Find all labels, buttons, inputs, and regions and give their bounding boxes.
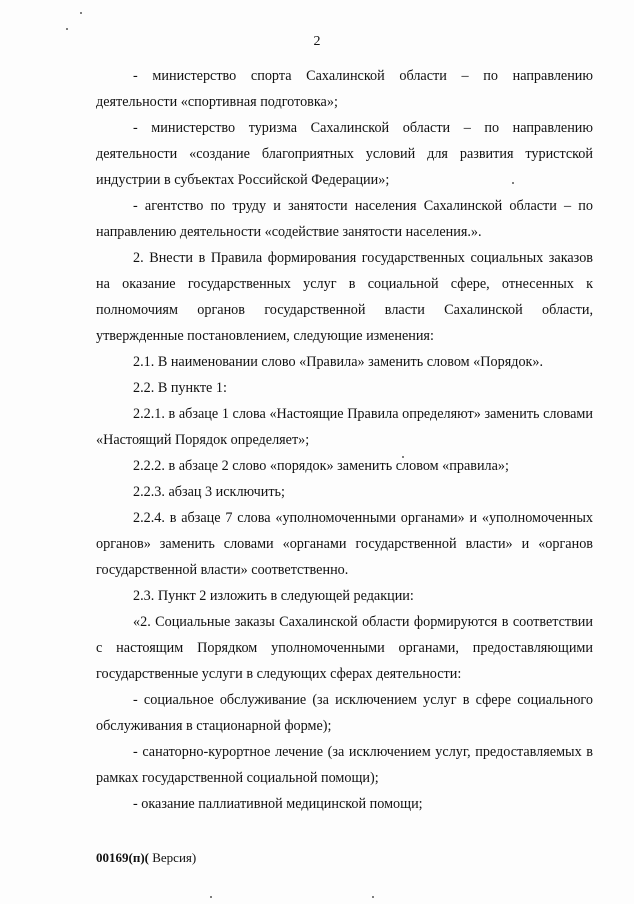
page-number: 2 — [313, 34, 321, 49]
paragraph-quoted-item-2: «2. Социальные заказы Сахалинской области формируются в соответствии с настоящим Порядком уполномоченными органами, предоставляющими государственные услуги в следующих сферах деятельности: — [96, 614, 593, 682]
document-body — [96, 63, 593, 817]
paragraph-social-service: - социальное обслуживание (за исключением услуг в сфере социального обслуживания в стационарной форме); — [96, 692, 593, 734]
paragraph-item-2-1: 2.1. В наименовании слово «Правила» заменить словом «Порядок». — [133, 354, 544, 370]
paragraph-labor-agency: - агентство по труду и занятости населения Сахалинской области – по направлению деятельности «содействие занятости населения.». — [96, 198, 593, 240]
paragraph-item-2-2: 2.2. В пункте 1: — [133, 380, 227, 396]
paragraph-tourism-ministry: - министерство туризма Сахалинской области – по направлению деятельности «создание благоприятных условий для развития туристской индустрии в субъектах Российской Федерации»; — [96, 120, 593, 188]
document-version: Версия) — [148, 850, 197, 865]
paragraph-item-2: 2. Внести в Правила формирования государственных социальных заказов на оказание государственных услуг в социальной сфере, отнесенных к полномочиям органов государственной власти Сахалинской области, утвержденные постановлением, следующие изменения: — [96, 250, 593, 344]
scan-speck — [80, 12, 82, 14]
scan-speck — [66, 28, 68, 30]
scan-speck — [402, 456, 404, 458]
paragraph-item-2-3: 2.3. Пункт 2 изложить в следующей редакции: — [133, 588, 414, 604]
paragraph-item-2-2-1: 2.2.1. в абзаце 1 слова «Настоящие Правила определяют» заменить словами «Настоящий Порядок определяет»; — [96, 406, 593, 448]
document-code: 00169(п)( — [96, 850, 149, 865]
paragraph-item-2-2-2: 2.2.2. в абзаце 2 слово «порядок» заменить словом «правила»; — [133, 458, 509, 474]
scan-speck — [372, 896, 374, 898]
paragraph-palliative: - оказание паллиативной медицинской помощи; — [133, 796, 423, 812]
paragraph-item-2-2-4: 2.2.4. в абзаце 7 слова «уполномоченными органами» и «уполномоченных органов» заменить словами «органами государственной власти» и «органов государственной власти» соответственно. — [96, 510, 593, 578]
scan-speck — [512, 182, 514, 184]
paragraph-sanatorium: - санаторно-курортное лечение (за исключением услуг, предоставляемых в рамках государственной социальной помощи); — [96, 744, 593, 786]
paragraph-item-2-2-3: 2.2.3. абзац 3 исключить; — [133, 484, 285, 500]
document-footer — [96, 849, 196, 867]
scan-speck — [210, 896, 212, 898]
paragraph-sport-ministry: - министерство спорта Сахалинской области – по направлению деятельности «спортивная подготовка»; — [96, 68, 593, 110]
